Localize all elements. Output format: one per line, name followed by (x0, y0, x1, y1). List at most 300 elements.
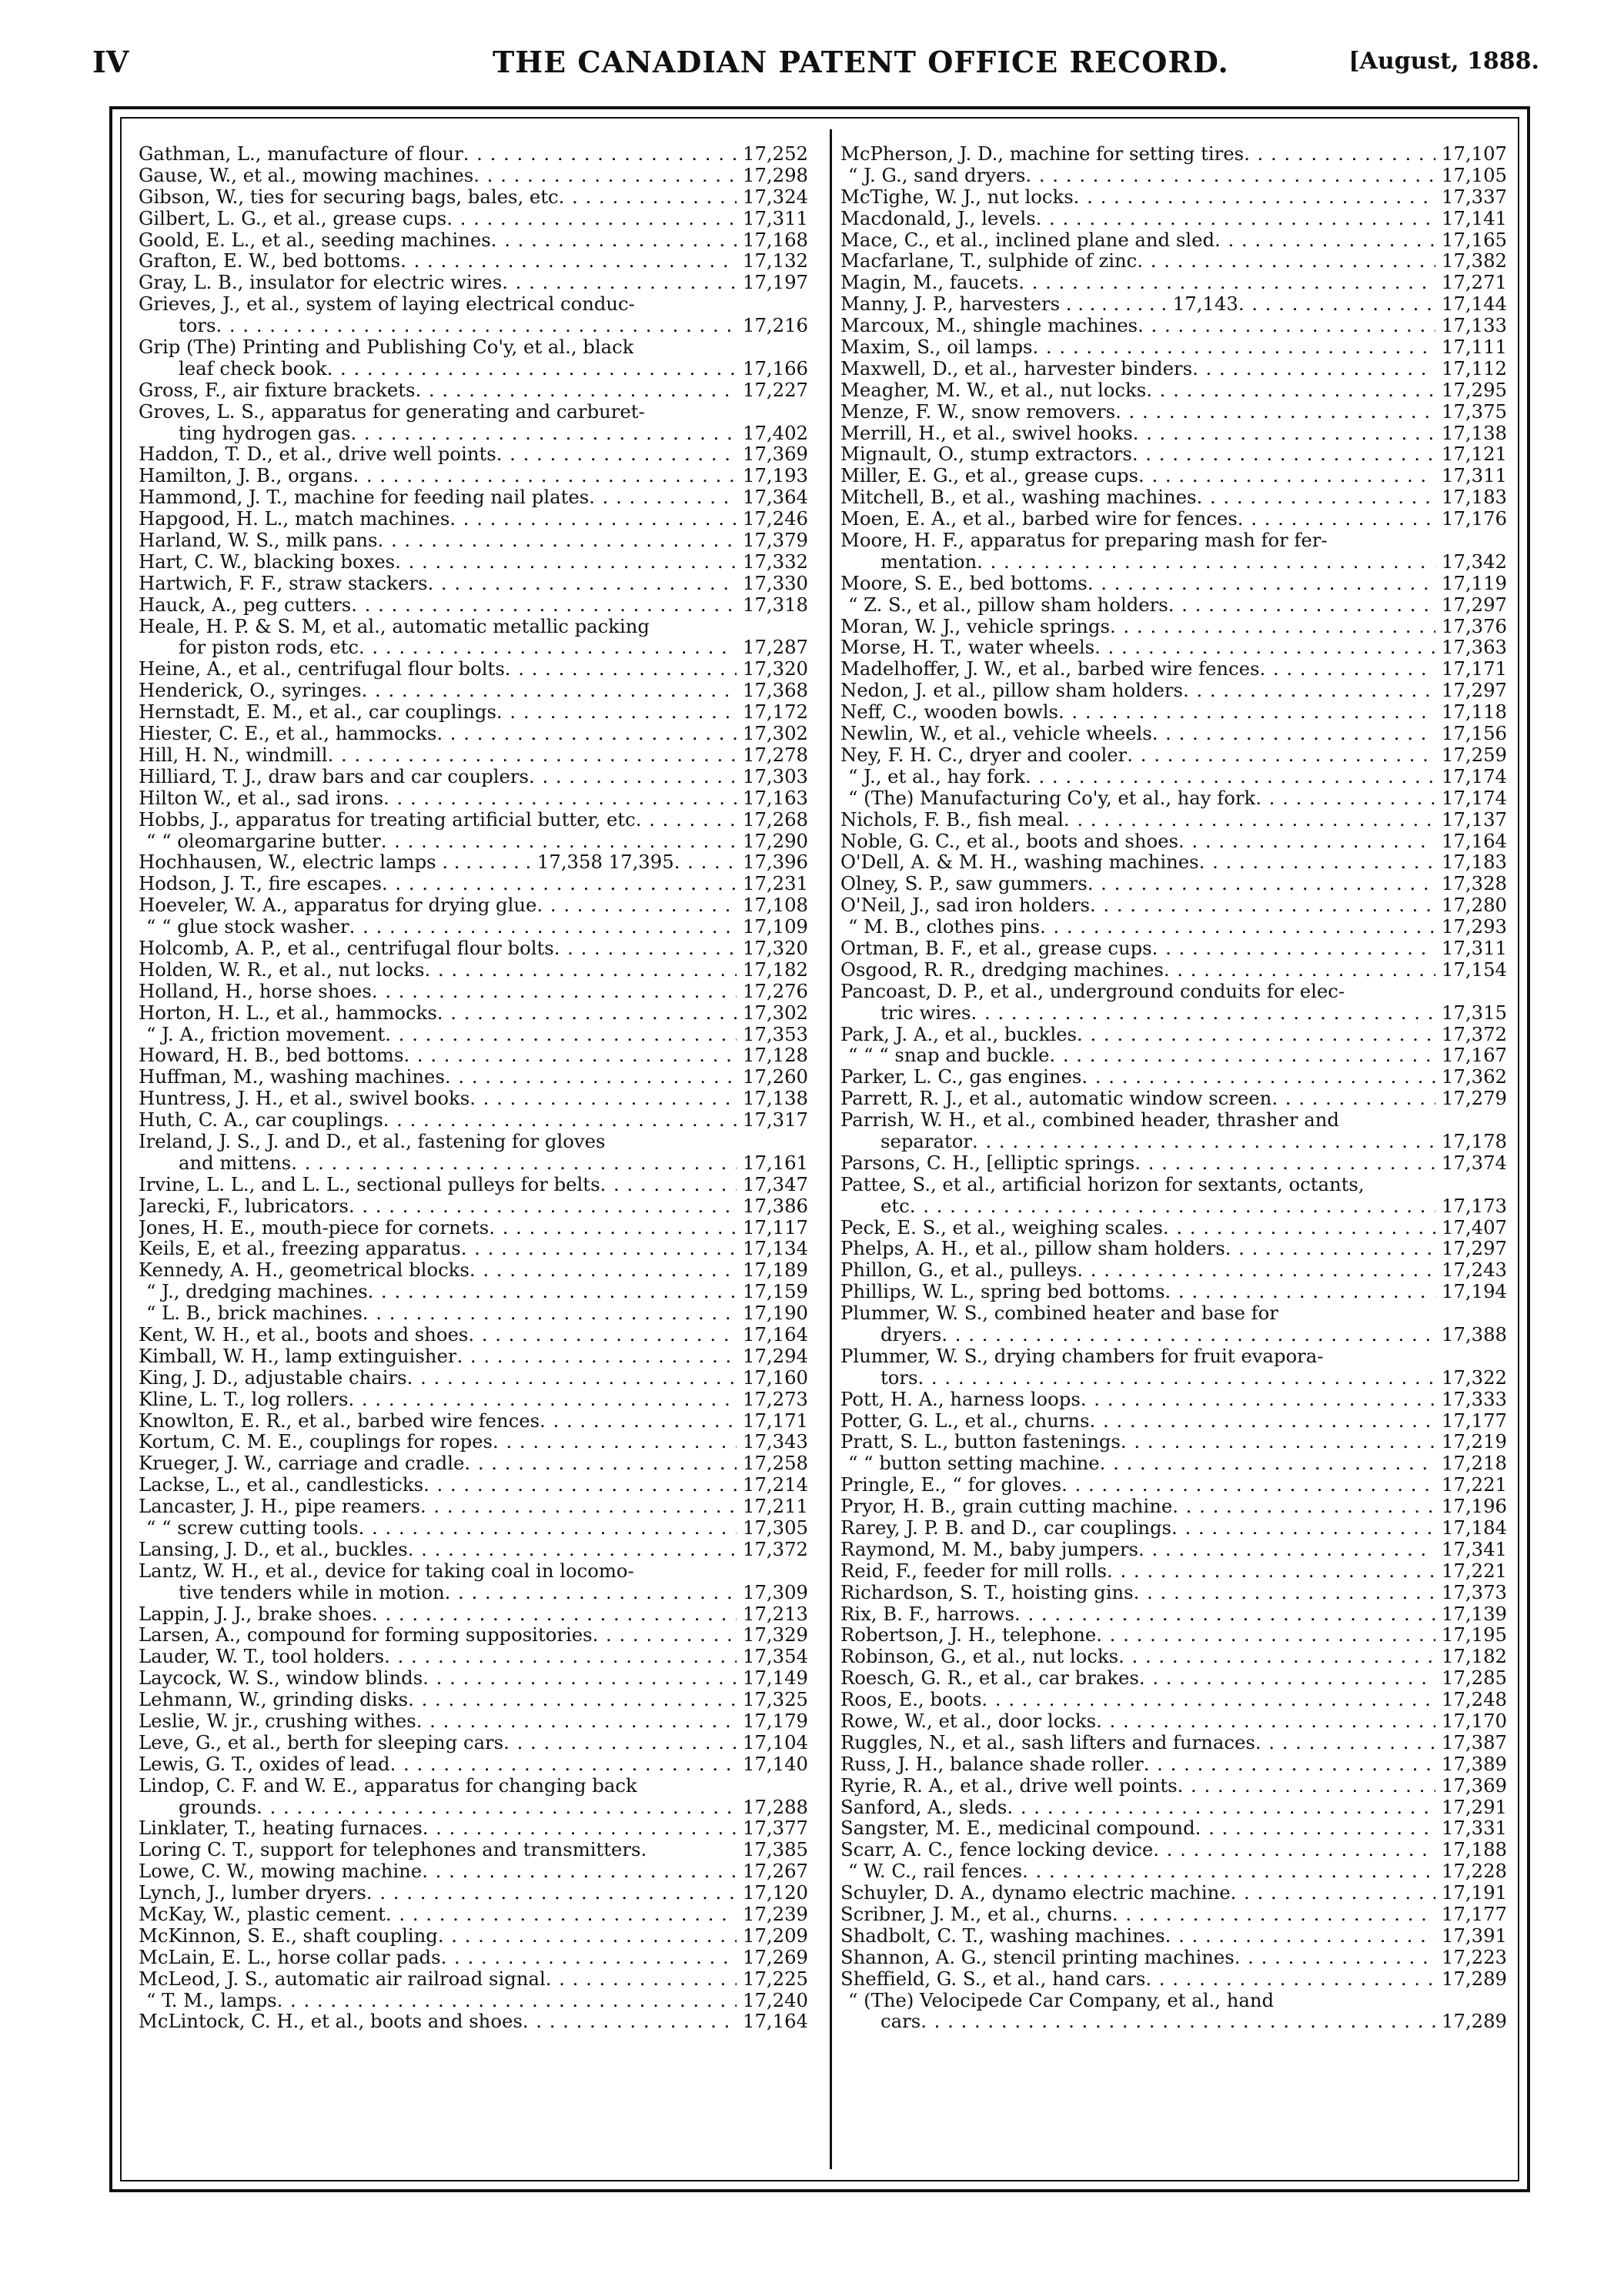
patent-number: 17,163 (742, 786, 808, 809)
entry-text: “ L. B., brick machines (146, 1302, 363, 1324)
index-entry (139, 1367, 808, 1389)
dot-leader (277, 1990, 737, 2011)
entry-text: “ M. B., clothes pins (848, 916, 1040, 938)
index-entry (139, 701, 808, 723)
patent-number: 17,369 (1441, 1774, 1507, 1797)
index-entry (840, 701, 1507, 723)
dot-leader (1100, 1453, 1435, 1474)
entry-text: Olney, S. P., saw gummers (840, 873, 1088, 895)
index-entry (139, 2011, 808, 2032)
entry-text: McPherson, J. D., machine for setting tires (840, 143, 1245, 165)
dot-leader (446, 208, 737, 229)
patent-number: 17,227 (742, 378, 808, 401)
entry-text: Macdonald, J., levels (840, 207, 1036, 229)
entry-text: Henderick, O., syringes (139, 680, 362, 702)
index-entry (840, 1281, 1507, 1302)
entry-text: Reid, F., feeder for mill rolls (840, 1560, 1107, 1582)
patent-number: 17,347 (742, 1172, 808, 1195)
patent-number: 17,289 (1441, 2010, 1507, 2033)
page-number: IV (92, 45, 129, 79)
patent-number: 17,305 (742, 1516, 808, 1539)
index-entry (139, 379, 808, 401)
entry-text: “ J., et al., hay fork (848, 765, 1026, 787)
entry-text: Pattee, S., et al., artificial horizon for sextants, octants, (840, 1173, 1365, 1195)
patent-number: 17,375 (1441, 400, 1507, 423)
patent-number (802, 336, 808, 358)
entry-spacer (1345, 981, 1501, 1002)
patent-number: 17,389 (1441, 1752, 1507, 1775)
patent-number: 17,377 (742, 1817, 808, 1840)
dot-leader (363, 1302, 737, 1324)
patent-number (802, 616, 808, 637)
dot-leader (1090, 1410, 1435, 1432)
patent-number: 17,407 (1441, 1215, 1507, 1239)
index-entry (139, 959, 808, 981)
entry-spacer (637, 1775, 802, 1797)
dot-leader (1146, 379, 1435, 401)
entry-text: Lantz, W. H., et al., device for taking coal in locomo- (139, 1560, 634, 1582)
entry-text: Linklater, T., heating furnaces (139, 1817, 423, 1840)
index-entry (840, 1410, 1507, 1432)
dot-leader (382, 873, 737, 894)
patent-number: 17,240 (742, 1988, 808, 2011)
dot-leader (445, 1582, 737, 1603)
entry-text: Leve, G., et al., berth for sleeping cars (139, 1731, 504, 1753)
patent-number: 17,353 (742, 1022, 808, 1045)
dot-leader (489, 1217, 737, 1239)
index-entry (139, 401, 808, 423)
index-entry (139, 766, 808, 787)
index-entry (840, 551, 1507, 573)
patent-number: 17,322 (1441, 1366, 1507, 1389)
patent-number: 17,343 (742, 1430, 808, 1453)
entry-text: Sangster, M. E., medicinal compound (840, 1817, 1195, 1840)
dot-leader (977, 551, 1435, 573)
patent-number: 17,376 (1441, 614, 1507, 637)
dot-leader (1064, 809, 1435, 831)
entry-text: Richardson, S. T., hoisting gins (840, 1581, 1134, 1603)
dot-leader (1238, 293, 1435, 315)
entry-text: “ W. C., rail fences (848, 1860, 1023, 1883)
patent-number: 17,246 (742, 507, 808, 530)
dot-leader (636, 809, 737, 831)
dot-leader (351, 594, 737, 616)
index-entry (139, 680, 808, 701)
entry-text: Madelhoffer, J. W., et al., barbed wire fences (840, 658, 1260, 680)
dot-leader (589, 486, 737, 508)
dot-leader (456, 1346, 737, 1367)
entry-text: Ireland, J. S., J. and D., et al., fastening for gloves (139, 1130, 606, 1152)
entry-text: Mace, C., et al., inclined plane and sled (840, 229, 1215, 251)
entry-text: Kent, W. H., et al., boots and shoes (139, 1323, 469, 1346)
entry-text: tive tenders while in motion (179, 1581, 445, 1603)
patent-number: 17,341 (1441, 1537, 1507, 1560)
index-entry (840, 1174, 1507, 1195)
dot-leader (407, 1367, 737, 1389)
patent-number: 17,231 (742, 872, 808, 895)
dot-leader (1138, 315, 1435, 336)
entry-text: Nedon, J. et al., pillow sham holders (840, 680, 1183, 702)
index-entry (840, 1195, 1507, 1217)
index-entry (139, 1496, 808, 1517)
patent-number: 17,302 (742, 722, 808, 745)
index-entry (840, 1131, 1507, 1152)
index-entry (139, 1560, 808, 1582)
dot-leader (449, 508, 737, 530)
dot-leader (1137, 250, 1435, 272)
dot-leader (1022, 1860, 1435, 1882)
entry-text: Macfarlane, T., sulphide of zinc (840, 250, 1138, 272)
dot-leader (427, 573, 737, 594)
entry-text: Huth, C. A., car couplings (139, 1109, 383, 1131)
entry-text: Lewis, G. T., oxides of lead (139, 1753, 390, 1775)
entry-spacer (635, 293, 802, 315)
dot-leader (1235, 1947, 1435, 1968)
dot-leader (348, 1389, 737, 1410)
entry-text: Loring C. T., support for telephones and transmitters. (139, 1839, 647, 1861)
index-entry (840, 1753, 1507, 1775)
dot-leader (327, 358, 737, 379)
dot-leader (1163, 1217, 1435, 1239)
entry-text: Harland, W. S., milk pans (139, 530, 378, 551)
entry-text: Phelps, A. H., et al., pillow sham holders (840, 1238, 1225, 1260)
entry-text: Lindop, C. F. and W. E., apparatus for changing back (139, 1774, 637, 1797)
patent-number: 17,373 (1441, 1580, 1507, 1603)
dot-leader (423, 1817, 737, 1839)
dot-leader (921, 2011, 1435, 2032)
dot-leader (390, 1753, 737, 1775)
dot-leader (493, 1431, 737, 1453)
index-entry (840, 293, 1507, 315)
index-entry (139, 1797, 808, 1818)
dot-leader (372, 981, 737, 1002)
right-index-column (840, 143, 1507, 2032)
patent-number: 17,311 (742, 206, 808, 229)
entry-text: for piston rods, etc (179, 637, 359, 659)
entry-text: Knowlton, E. R., et al., barbed wire fences (139, 1409, 540, 1432)
dot-leader (463, 143, 737, 165)
entry-text: Heine, A., et al., centrifugal flour bolts (139, 658, 505, 680)
patent-number: 17,164 (742, 1322, 808, 1346)
entry-spacer (633, 336, 802, 358)
entry-text: etc (881, 1195, 910, 1217)
index-entry (840, 1710, 1507, 1732)
index-entry (139, 1753, 808, 1775)
entry-text: Schuyler, D. A., dynamo electric machine (840, 1882, 1231, 1904)
dot-leader (1036, 208, 1435, 229)
entry-text: Lehmann, W., grinding disks (139, 1689, 409, 1711)
index-entry (139, 637, 808, 658)
dot-leader (971, 1002, 1435, 1024)
patent-number: 17,133 (1441, 314, 1507, 337)
patent-number: 17,170 (1441, 1710, 1507, 1733)
dot-leader (1153, 1839, 1435, 1860)
entry-text: tors (881, 1366, 918, 1389)
patent-number: 17,228 (1441, 1860, 1507, 1883)
entry-text: Roos, E., boots (840, 1689, 982, 1711)
patent-number: 17,156 (1441, 722, 1507, 745)
dot-leader (1271, 1088, 1435, 1109)
index-entry (139, 1453, 808, 1474)
index-entry (139, 293, 808, 315)
index-entry (139, 1667, 808, 1689)
index-entry (840, 744, 1507, 766)
entry-text: Jarecki, F., lubricators (139, 1195, 349, 1217)
entry-text: Grafton, E. W., bed bottoms (139, 250, 401, 272)
index-entry (840, 916, 1507, 938)
dot-leader (1025, 165, 1435, 186)
patent-number: 17,309 (742, 1580, 808, 1603)
entry-text: Potter, G. L., et al., churns (840, 1409, 1090, 1432)
entry-text: Russ, J. H., balance shade roller (840, 1753, 1144, 1775)
entry-text: Miller, E. G., et al., grease cups (840, 465, 1139, 487)
dot-leader (1195, 1817, 1435, 1839)
index-entry (840, 401, 1507, 423)
patent-number (1501, 1346, 1507, 1367)
dot-leader (1244, 143, 1435, 165)
dot-leader (1110, 616, 1435, 637)
index-entry (840, 1346, 1507, 1367)
patent-number: 17,216 (742, 314, 808, 337)
page-header (92, 45, 1539, 91)
index-entry (139, 1045, 808, 1066)
patent-number (1501, 1302, 1507, 1324)
patent-number: 17,109 (742, 915, 808, 938)
dot-leader (593, 1624, 737, 1646)
entry-text: Maxwell, D., et al., harvester binders (840, 357, 1193, 379)
index-entry (840, 1904, 1507, 1925)
patent-number: 17,190 (742, 1302, 808, 1325)
patent-number: 17,189 (742, 1259, 808, 1282)
index-entry (840, 894, 1507, 916)
index-entry (840, 938, 1507, 959)
patent-number: 17,293 (1441, 915, 1507, 938)
entry-text: and mittens (179, 1152, 292, 1174)
patent-number: 17,388 (1441, 1322, 1507, 1346)
dot-leader (496, 701, 737, 723)
dot-leader (372, 1603, 737, 1625)
entry-text: mentation (881, 550, 977, 573)
dot-leader (359, 1517, 737, 1539)
patent-number: 17,278 (742, 743, 808, 766)
entry-text: “ “ screw cutting tools (146, 1517, 359, 1539)
index-entry (840, 1667, 1507, 1689)
entry-text: Mitchell, B., et al., washing machines (840, 486, 1197, 509)
patent-number: 17,295 (1441, 378, 1507, 401)
patent-number: 17,193 (742, 464, 808, 487)
patent-number: 17,219 (1441, 1430, 1507, 1453)
entry-text: Rowe, W., et al., door locks (840, 1710, 1097, 1732)
index-entry (139, 508, 808, 530)
index-entry (840, 1947, 1507, 1968)
index-entry (840, 208, 1507, 229)
entry-text: tors (179, 315, 216, 337)
patent-number: 17,128 (742, 1044, 808, 1067)
dot-leader (1255, 787, 1435, 809)
patent-number: 17,328 (1441, 872, 1507, 895)
index-entry (139, 1024, 808, 1045)
dot-leader (1172, 1496, 1435, 1517)
dot-leader (554, 938, 737, 959)
index-entry (840, 165, 1507, 186)
dot-leader (353, 465, 737, 486)
patent-number: 17,320 (742, 936, 808, 959)
patent-number: 17,161 (742, 1151, 808, 1174)
index-entry (139, 1860, 808, 1882)
dot-leader (1077, 1024, 1435, 1045)
index-entry (840, 1560, 1507, 1582)
patent-number: 17,165 (1441, 228, 1507, 251)
entry-text: Lauder, W. T., tool holders (139, 1646, 385, 1668)
patent-number: 17,138 (1441, 421, 1507, 444)
left-index-column (139, 143, 808, 2032)
patent-number: 17,285 (1441, 1667, 1507, 1690)
index-entry (840, 1324, 1507, 1346)
dot-leader (1192, 358, 1435, 379)
dot-leader (366, 1882, 737, 1904)
patent-number: 17,303 (742, 764, 808, 787)
index-entry (139, 916, 808, 938)
patent-number: 17,374 (1441, 1151, 1507, 1174)
index-entry (139, 336, 808, 358)
index-entry (840, 1496, 1507, 1517)
entry-spacer (1278, 1302, 1501, 1324)
entry-spacer (1365, 1174, 1501, 1195)
dot-leader (523, 2011, 737, 2032)
dot-leader (1007, 1797, 1435, 1818)
patent-number (1501, 1174, 1507, 1195)
index-entry (840, 1152, 1507, 1174)
dot-leader (445, 1066, 737, 1088)
index-entry (139, 486, 808, 508)
dot-leader (328, 744, 737, 766)
entry-text: Hobbs, J., apparatus for treating artificial butter, etc (139, 808, 636, 831)
issue-date: [August, 1888. (1348, 48, 1539, 75)
dot-leader (674, 851, 737, 873)
entry-text: Horton, H. L., et al., hammocks (139, 1001, 437, 1024)
entry-text: McTighe, W. J., nut locks (840, 186, 1074, 208)
dot-leader (1152, 938, 1435, 959)
entry-text: Plummer, W. S., drying chambers for fruit evapora- (840, 1345, 1324, 1367)
dot-leader (1144, 1753, 1435, 1775)
entry-text: Parsons, C. H., [elliptic springs (840, 1152, 1135, 1174)
entry-text: Hiester, C. E., et al., hammocks (139, 723, 437, 744)
patent-number: 17,223 (1441, 1945, 1507, 1968)
patent-number: 17,182 (742, 958, 808, 981)
patent-number: 17,387 (1441, 1730, 1507, 1753)
entry-text: Jones, H. E., mouth-piece for cornets (139, 1216, 490, 1239)
entry-text: Haddon, T. D., et al., drive well points (139, 443, 496, 466)
dot-leader (378, 530, 737, 551)
entry-text: “ J. A., friction movement (146, 1023, 386, 1045)
entry-text: Maxim, S., oil lamps (840, 336, 1033, 358)
entry-text: Morse, H. T., water wheels (840, 637, 1095, 659)
index-entry (840, 486, 1507, 508)
dot-leader (464, 1453, 737, 1474)
entry-text: Phillon, G., et al., pulleys (840, 1259, 1078, 1282)
dot-leader (1074, 186, 1435, 208)
patent-number: 17,276 (742, 979, 808, 1002)
index-entry (139, 423, 808, 444)
index-entry (139, 1238, 808, 1259)
patent-number: 17,177 (1441, 1409, 1507, 1432)
entry-text: Hauck, A., peg cutters (139, 593, 352, 616)
dot-leader (423, 1667, 737, 1689)
index-entry (139, 831, 808, 852)
index-entry (840, 680, 1507, 701)
entry-text: Goold, E. L., et al., seeding machines (139, 229, 491, 251)
dot-leader (1088, 873, 1435, 894)
patent-number: 17,290 (742, 829, 808, 852)
dot-leader (469, 1259, 737, 1281)
dot-leader (383, 1109, 737, 1131)
index-entry (139, 1775, 808, 1797)
dot-leader (441, 1947, 737, 1968)
patent-number: 17,280 (1441, 894, 1507, 917)
index-entry (139, 873, 808, 894)
index-entry (139, 573, 808, 594)
patent-number (1501, 530, 1507, 551)
entry-text: Rix, B. F., harrows (840, 1603, 1015, 1625)
dot-leader (1199, 851, 1435, 873)
patent-number: 17,174 (1441, 764, 1507, 787)
index-entry (840, 2011, 1507, 2032)
patent-number: 17,173 (1441, 1194, 1507, 1217)
index-entry (139, 723, 808, 744)
patent-number: 17,178 (1441, 1129, 1507, 1152)
dot-leader (469, 1088, 737, 1109)
dot-leader (395, 551, 737, 573)
index-entry (840, 1603, 1507, 1625)
patent-number: 17,164 (742, 2010, 808, 2033)
patent-number: 17,391 (1441, 1924, 1507, 1947)
index-entry (840, 1238, 1507, 1259)
index-entry (840, 981, 1507, 1002)
entry-text: Nichols, F. B., fish meal (840, 808, 1064, 831)
index-entry (139, 1174, 808, 1195)
patent-number: 17,167 (1441, 1044, 1507, 1067)
index-entry (139, 1817, 808, 1839)
dot-leader (1032, 336, 1435, 358)
index-entry (139, 186, 808, 208)
patent-number: 17,297 (1441, 1237, 1507, 1260)
index-entry (139, 594, 808, 616)
dot-leader (1259, 658, 1435, 680)
index-entry (840, 336, 1507, 358)
dot-leader (1090, 894, 1435, 916)
index-entry (139, 851, 808, 873)
dot-leader (420, 1496, 737, 1517)
dot-leader (422, 1860, 737, 1882)
index-entry (139, 1281, 808, 1302)
entry-text: Parrett, R. J., et al., automatic window screen (840, 1088, 1272, 1110)
patent-number: 17,176 (1441, 507, 1507, 530)
dot-leader (423, 1474, 737, 1496)
index-entry (840, 594, 1507, 616)
entry-text: Gibson, W., ties for securing bags, bales, etc (139, 186, 559, 208)
entry-text: Holcomb, A. P., et al., centrifugal flour bolts (139, 937, 554, 959)
entry-text: Grip (The) Printing and Publishing Co'y, et al., black (139, 336, 634, 358)
patent-number: 17,248 (1441, 1688, 1507, 1711)
entry-text: Ryrie, R. A., et al., drive well points (840, 1774, 1178, 1797)
dot-leader (349, 1195, 737, 1217)
index-entry (139, 981, 808, 1002)
entry-text: Heale, H. P. & S. M, et al., automatic metallic packing (139, 615, 650, 637)
patent-number: 17,172 (742, 700, 808, 724)
patent-number: 17,140 (742, 1752, 808, 1775)
dot-leader (1178, 1775, 1435, 1797)
patent-number: 17,194 (1441, 1280, 1507, 1303)
